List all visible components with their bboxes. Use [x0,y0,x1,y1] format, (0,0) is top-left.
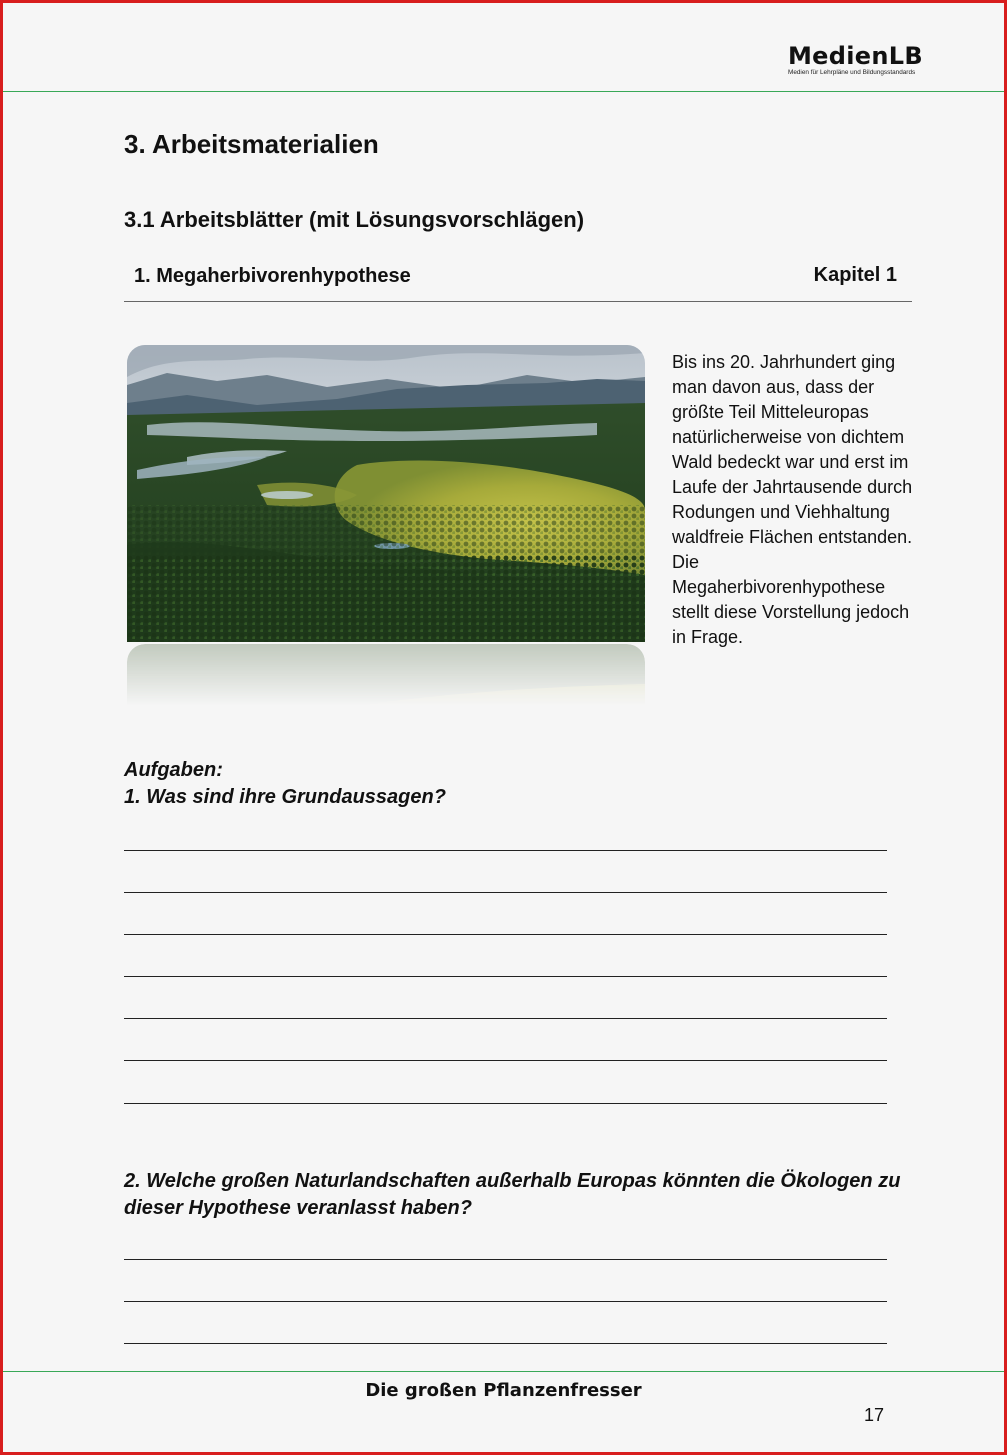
logo-tagline: Medien für Lehrpläne und Bildungsstandards [788,69,916,76]
page-heading: 3. Arbeitsmaterialien [124,129,379,159]
answer-line[interactable] [124,976,887,977]
logo-name: MedienLB [788,42,923,70]
answer-line[interactable] [124,850,887,851]
footer-rule [3,1371,1004,1372]
landscape-photo-icon [127,345,645,642]
section-title: 1. Megaherbivorenhypothese [134,265,411,287]
footer-title: Die großen Pflanzenfresser [365,1380,642,1401]
answer-line[interactable] [124,934,887,935]
answer-line[interactable] [124,1018,887,1019]
answer-line[interactable] [124,1301,887,1302]
page-subheading: 3.1 Arbeitsblätter (mit Lösungsvorschlägen) [124,207,585,232]
answer-line[interactable] [124,892,887,893]
header-rule [3,91,1004,92]
answer-line[interactable] [124,1060,887,1061]
intro-text: Bis ins 20. Jahrhundert ging man davon aus, dass der größte Teil Mitteleuropas natürlicherweise von dichtem Wald bedeckt war und erst im Laufe der Jahrtausende durch Rodungen und Viehhaltung waldfreie Flächen entstanden. Die Megaherbivorenhypothese stellt diese Vorstellung jedoch in Frage. [672,352,913,647]
tasks-label: Aufgaben: [124,759,223,781]
question-1: 1. Was sind ihre Grundaussagen? [124,786,446,808]
answer-line[interactable] [124,1103,887,1104]
question-2: 2. Welche großen Naturlandschaften außerhalb Europas könnten die Ökologen zu dieser Hypothese veranlasst haben? [124,1170,901,1219]
photo-reflection [127,644,645,706]
answer-line[interactable] [124,1259,887,1260]
section-divider [124,301,912,302]
page-number: 17 [863,1405,884,1425]
chapter-label: Kapitel 1 [813,264,897,286]
answer-line[interactable] [124,1343,887,1344]
logo [788,43,924,76]
